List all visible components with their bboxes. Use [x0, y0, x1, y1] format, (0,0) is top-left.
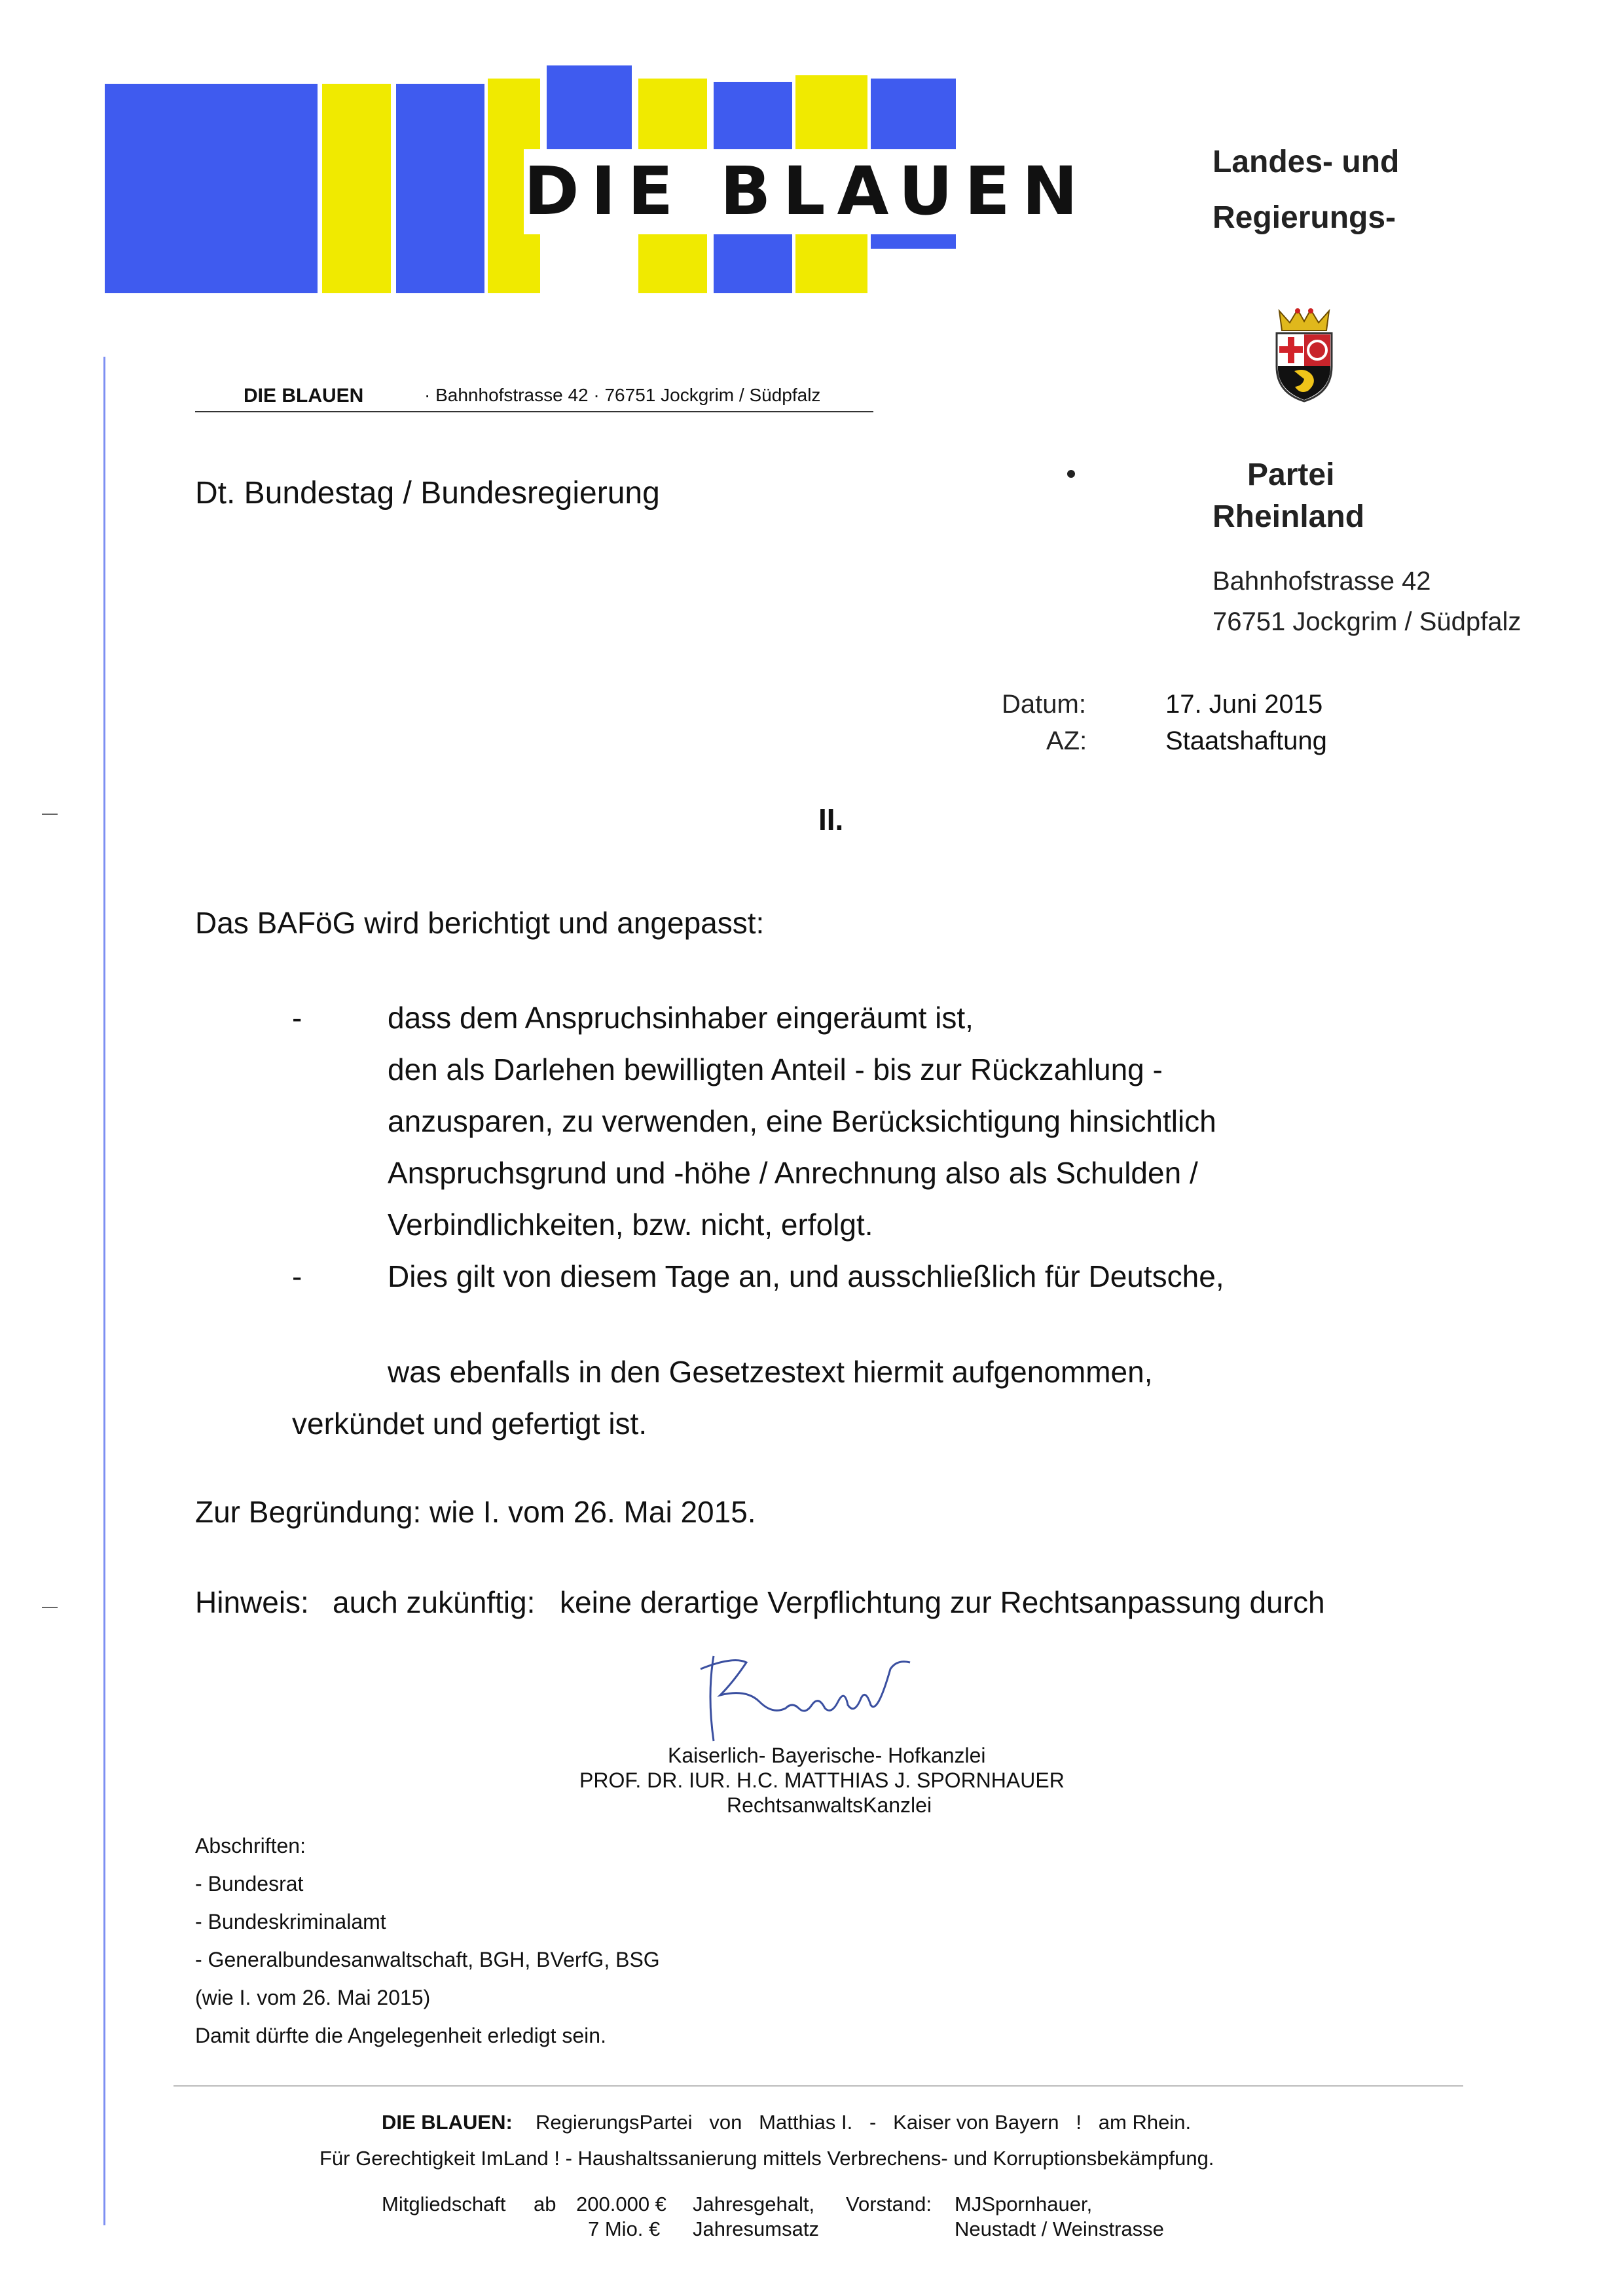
az-label: AZ: — [1046, 726, 1087, 755]
copies-note: (wie I. vom 26. Mai 2015) — [195, 1986, 431, 2009]
party-name-line-1: Partei — [1247, 457, 1335, 492]
bullet-1-line-3: anzusparen, zu verwenden, eine Berücksichtigung hinsichtlich — [388, 1104, 1216, 1138]
coat-of-arms-icon — [1265, 304, 1343, 403]
date-value: 17. Juni 2015 — [1165, 690, 1323, 719]
footer-ab: ab — [534, 2193, 556, 2215]
continuation-line-2: verkündet und gefertigt ist. — [292, 1407, 647, 1441]
footer-party: DIE BLAUEN: — [382, 2111, 513, 2134]
sender-address: · Bahnhofstrasse 42 · 76751 Jockgrim / Südpfalz — [424, 385, 821, 405]
closing-sentence: Damit dürfte die Angelegenheit erledigt sein. — [195, 2024, 606, 2047]
signature-line-3: RechtsanwaltsKanzlei — [727, 1793, 932, 1817]
signature-line-2: PROF. DR. IUR. H.C. MATTHIAS J. SPORNHAUER — [579, 1768, 1065, 1792]
copies-item: - Generalbundesanwaltschaft, BGH, BVerfG, BSG — [195, 1948, 660, 1971]
header-line-1: Landes- und — [1213, 145, 1400, 179]
copies-item: - Bundeskriminalamt — [195, 1910, 386, 1933]
sender-name: DIE BLAUEN — [244, 385, 364, 406]
party-city: 76751 Jockgrim / Südpfalz — [1213, 607, 1522, 636]
logo-block — [105, 84, 318, 293]
continuation-line-1: was ebenfalls in den Gesetzestext hiermit aufgenommen, — [388, 1355, 1153, 1389]
bullet-1-line-4: Anspruchsgrund und -höhe / Anrechnung also als Schulden / — [388, 1156, 1198, 1190]
bullet-1-line-5: Verbindlichkeiten, bzw. nicht, erfolgt. — [388, 1208, 873, 1242]
footer-label-1: Jahresgehalt, — [693, 2193, 815, 2215]
footer-line-2: Für Gerechtigkeit ImLand ! - Haushaltssanierung mittels Verbrechens- und Korruptionsbekämpfung. — [319, 2147, 1214, 2170]
bullet-2: Dies gilt von diesem Tage an, und ausschließlich für Deutsche, — [388, 1259, 1224, 1293]
footer-vorstand-name: MJSpornhauer, — [955, 2193, 1093, 2215]
bullet-dash: - — [292, 1259, 302, 1293]
recipient: Dt. Bundestag / Bundesregierung — [195, 476, 660, 511]
header-line-2: Regierungs- — [1213, 200, 1396, 235]
logo-block — [322, 84, 391, 293]
footer-line-1: RegierungsPartei von Matthias I. - Kaiser von Bayern ! am Rhein. — [536, 2111, 1192, 2134]
footer-vorstand-label: Vorstand: — [846, 2193, 932, 2215]
begruendung: Zur Begründung: wie I. vom 26. Mai 2015. — [195, 1495, 756, 1529]
margin-line — [103, 357, 105, 2225]
logo-block — [396, 84, 484, 293]
copies-item: - Bundesrat — [195, 1872, 304, 1895]
footer-amount-1: 200.000 € — [576, 2193, 666, 2215]
bullet-1-line-1: dass dem Anspruchsinhaber eingeräumt ist, — [388, 1001, 974, 1035]
dot — [1067, 470, 1075, 478]
handwritten-signature — [694, 1643, 917, 1748]
sender-underline — [195, 411, 873, 412]
bullet-dash: - — [292, 1001, 302, 1035]
footer-label-2: Jahresumsatz — [693, 2217, 819, 2240]
party-street: Bahnhofstrasse 42 — [1213, 567, 1431, 596]
footer-amount-2: 7 Mio. € — [588, 2217, 661, 2240]
logo-text: DIE BLAUEN — [524, 149, 1133, 234]
fold-mark — [42, 1607, 58, 1608]
section-number: II. — [818, 802, 844, 836]
footer-mitgliedschaft: Mitgliedschaft — [382, 2193, 506, 2215]
party-name-line-2: Rheinland — [1213, 499, 1365, 534]
hinweis-label: Hinweis: — [195, 1585, 309, 1619]
az-value: Staatshaftung — [1165, 726, 1327, 755]
fold-mark — [42, 814, 58, 815]
footer-vorstand-city: Neustadt / Weinstrasse — [955, 2217, 1164, 2240]
signature-line-1: Kaiserlich- Bayerische- Hofkanzlei — [668, 1744, 986, 1767]
footer-rule — [173, 2085, 1463, 2087]
copies-heading: Abschriften: — [195, 1834, 306, 1857]
hinweis-part-2: keine derartige Verpflichtung zur Rechtsanpassung durch — [560, 1585, 1325, 1619]
date-label: Datum: — [1002, 690, 1086, 719]
bullet-1-line-2: den als Darlehen bewilligten Anteil - bis zur Rückzahlung - — [388, 1052, 1163, 1086]
hinweis-part-1: auch zukünftig: — [333, 1585, 536, 1619]
intro-text: Das BAFöG wird berichtigt und angepasst: — [195, 906, 765, 940]
